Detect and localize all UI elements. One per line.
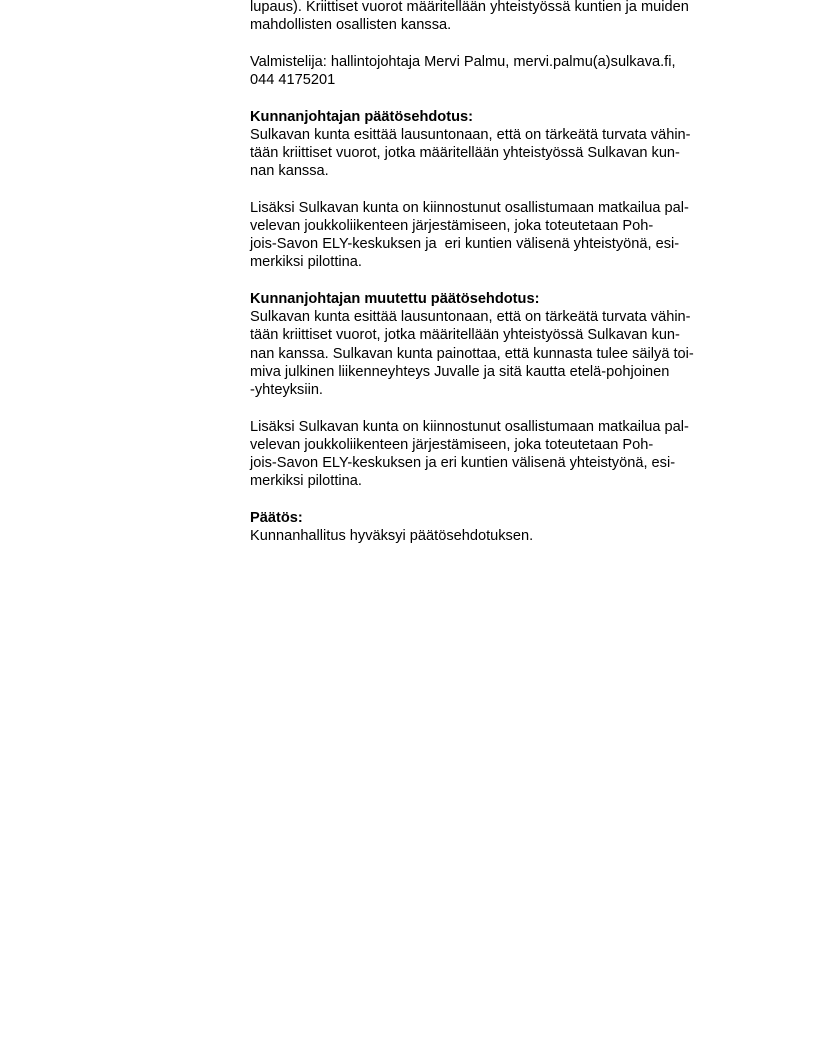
amended-extra-line: Lisäksi Sulkavan kunta on kiinnostunut osallistumaan matkailua pal- [250, 418, 689, 435]
intro-line: mahdollisten osallisten kanssa. [250, 17, 452, 34]
proposal-heading: Kunnanjohtajan päätösehdotus: [250, 108, 473, 125]
proposal-extra-line: merkiksi pilottina. [250, 254, 362, 271]
amended-proposal-heading: Kunnanjohtajan muutettu päätösehdotus: [250, 291, 540, 307]
proposal-line: tään kriittiset vuorot, jotka määritellään yhteistyössä Sulkavan kun- [250, 145, 680, 161]
preparer-paragraph [250, 53, 750, 89]
intro-line: lupaus). Kriittiset vuorot määritellään yhteistyössä kuntien ja muiden [250, 0, 689, 15]
amended-extra-line: merkiksi pilottina. [250, 473, 362, 490]
decision-heading: Päätös: [250, 509, 303, 526]
amended-proposal-line: miva julkinen liikenneyhteys Juvalle ja sitä kautta etelä-pohjoinen [250, 363, 670, 380]
amended-proposal-line: nan kanssa. Sulkavan kunta painottaa, että kunnasta tulee säilyä toi- [250, 345, 694, 362]
amended-proposal-line: tään kriittiset vuorot, jotka määritellään yhteistyössä Sulkavan kun- [250, 327, 680, 344]
decision-section [250, 509, 750, 545]
amended-extra-line: velevan joukkoliikenteen järjestämiseen, joka toteutetaan Poh- [250, 436, 654, 453]
proposal-extra-line: jois-Savon ELY-keskuksen ja eri kuntien välisenä yhteistyönä, esi- [250, 236, 680, 253]
proposal-extra-line: velevan joukkoliikenteen järjestämiseen, joka toteutetaan Poh- [250, 218, 654, 234]
amended-proposal-line: Sulkavan kunta esittää lausuntonaan, että on tärkeätä turvata vähin- [250, 309, 691, 326]
proposal-extra-line: Lisäksi Sulkavan kunta on kiinnostunut osallistumaan matkailua pal- [250, 199, 689, 216]
decision-line: Kunnanhallitus hyväksyi päätösehdotuksen. [250, 528, 534, 545]
intro-paragraph [250, 0, 750, 34]
preparer-line: 044 4175201 [250, 72, 336, 88]
proposal-line: Sulkavan kunta esittää lausuntonaan, että on tärkeätä turvata vähin- [250, 126, 691, 143]
proposal-line: nan kanssa. [250, 163, 329, 180]
preparer-line: Valmistelija: hallintojohtaja Mervi Palmu, mervi.palmu(a)sulkava.fi, [250, 53, 676, 70]
amended-proposal-line: -yhteyksiin. [250, 382, 323, 399]
proposal-section [250, 108, 750, 181]
amended-extra-line: jois-Savon ELY-keskuksen ja eri kuntien välisenä yhteistyönä, esi- [250, 455, 676, 472]
amended-extra-paragraph [250, 418, 750, 491]
amended-proposal-section [250, 290, 750, 399]
proposal-extra-paragraph [250, 199, 750, 272]
document-page [250, 0, 750, 564]
